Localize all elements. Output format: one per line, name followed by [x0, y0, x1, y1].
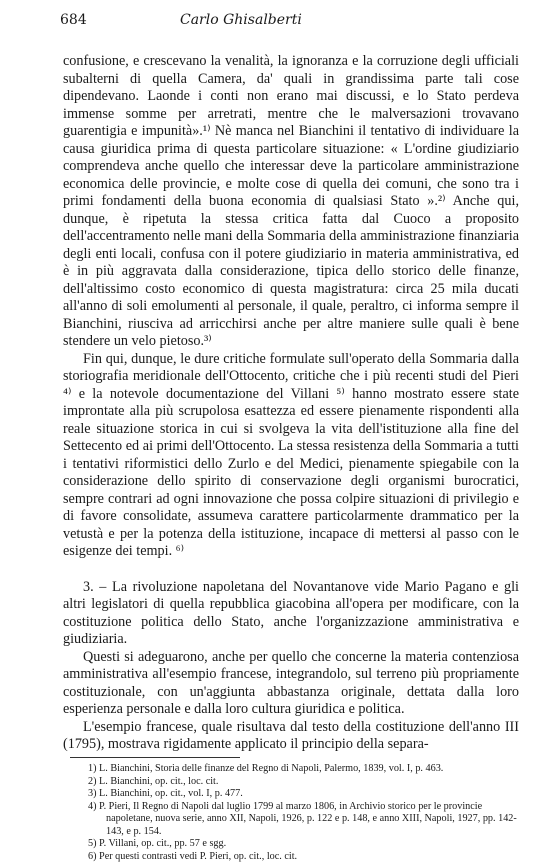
footnote: 4) P. Pieri, Il Regno di Napoli dal luglio 1799 al marzo 1806, in Archivio storico per le provincie napoletane, nuova serie, anno XII, Napoli, 1926, p. 122 e p. 148, e anno XIII, Napoli, 1927, pp. 142-143, e p. 154.	[88, 801, 518, 839]
footnotes	[88, 763, 518, 863]
section-paragraph: 3. – La rivoluzione napoletana del Novantanove vide Mario Pagano e gli altri legislatori di quella repubblica giacobina all'opera per modificare, con la costituzione politica dello Stato, anche l'organizzazione amministrativa e giudiziaria.	[63, 579, 519, 649]
paragraph: Questi si adeguarono, anche per quello che concerne la materia contenziosa amministrativa all'esempio francese, integrandolo, sul terreno più propriamente costituzionale, con un'aggiunta abbastanza originale, dettata dalla loro esperienza personale e dalla loro cultura giuridica e politica.	[63, 649, 519, 719]
footnote: 5) P. Villani, op. cit., pp. 57 e sgg.	[88, 838, 518, 851]
footnote: 1) L. Bianchini, Storia delle finanze del Regno di Napoli, Palermo, 1839, vol. I, p. 463.	[88, 763, 518, 776]
running-head: Carlo Ghisalberti	[180, 12, 302, 28]
paragraph: confusione, e crescevano la venalità, la ignoranza e la corruzione degli ufficiali subalterni di quella Camera, da' quali in grandissima parte tali cose dipendevano. Laonde i conti non erano mai discussi, e lo Stato perdeva immense somme per arretrati, mentre che le malversazioni trovavano guarentigia e impunità».¹⁾ Nè manca nel Bianchini il tentativo di individuare la causa giuridica prima di questa particolare situazione: « L'ordine giudiziario comprendeva anche quello che interessar deve la particolare amministrazione economica delle provincie, e molte cose di quella dei comuni, che sono tra i primi fondamenti della buona economia di qualsiasi Stato ».²⁾ Anche qui, dunque, è ripetuta la stessa critica fatta dal Cuoco a proposito dell'accentramento nelle mani della Sommaria della amministrazione finanziaria degli enti locali, confusa con il potere giudiziario in materia amministrativa, ed è in più aggravata dalla considerazione, tipica dello storico delle finanze, dell'altissimo costo economico di questa magistratura: circa 25 mila ducati all'anno di soli emolumenti al personale, il quale, peraltro, ci informa sempre il Bianchini, riusciva ad arricchirsi anche per altre maniere sulle quali è bene stendere un velo pietoso.³⁾	[63, 53, 519, 351]
paragraph: Fin qui, dunque, le dure critiche formulate sull'operato della Sommaria dalla storiografia meridionale dell'Ottocento, critiche che i più recenti studi del Pieri ⁴⁾ e la notevole documentazione del Villani ⁵⁾ hanno mostrato essere state improntate alla più scrupolosa esattezza ed essere pienamente rispondenti alla reale situazione storica in cui si svolgeva la vita dell'istituzione alla fine del Settecento ed ai primi dell'Ottocento. La stessa resistenza della Sommaria a tutti i tentativi riformistici dello Zurlo e del Medici, pienamente spiegabile con la considerazione dello spirito di conservazione degli organismi burocratici, sempre contrari ad ogni innovazione che possa colpire situazioni di privilegio e di favore consolidate, assumeva carattere particolarmente drammatico per la vetustà e per la potenza della istituzione, incapace di mettersi al passo con le esigenze dei tempi. ⁶⁾	[63, 351, 519, 561]
footnote: 3) L. Bianchini, op. cit., vol. I, p. 477.	[88, 788, 518, 801]
body-text	[63, 53, 519, 754]
footnote-rule	[70, 757, 240, 758]
footnote: 2) L. Bianchini, op. cit., loc. cit.	[88, 776, 518, 789]
footnote: 6) Per questi contrasti vedi P. Pieri, op. cit., loc. cit.	[88, 851, 518, 863]
page-number: 684	[60, 12, 87, 28]
paragraph: L'esempio francese, quale risultava dal testo della costituzione dell'anno III (1795), mostrava rigidamente applicato il principio della separa-	[63, 719, 519, 754]
page-header	[60, 12, 528, 34]
